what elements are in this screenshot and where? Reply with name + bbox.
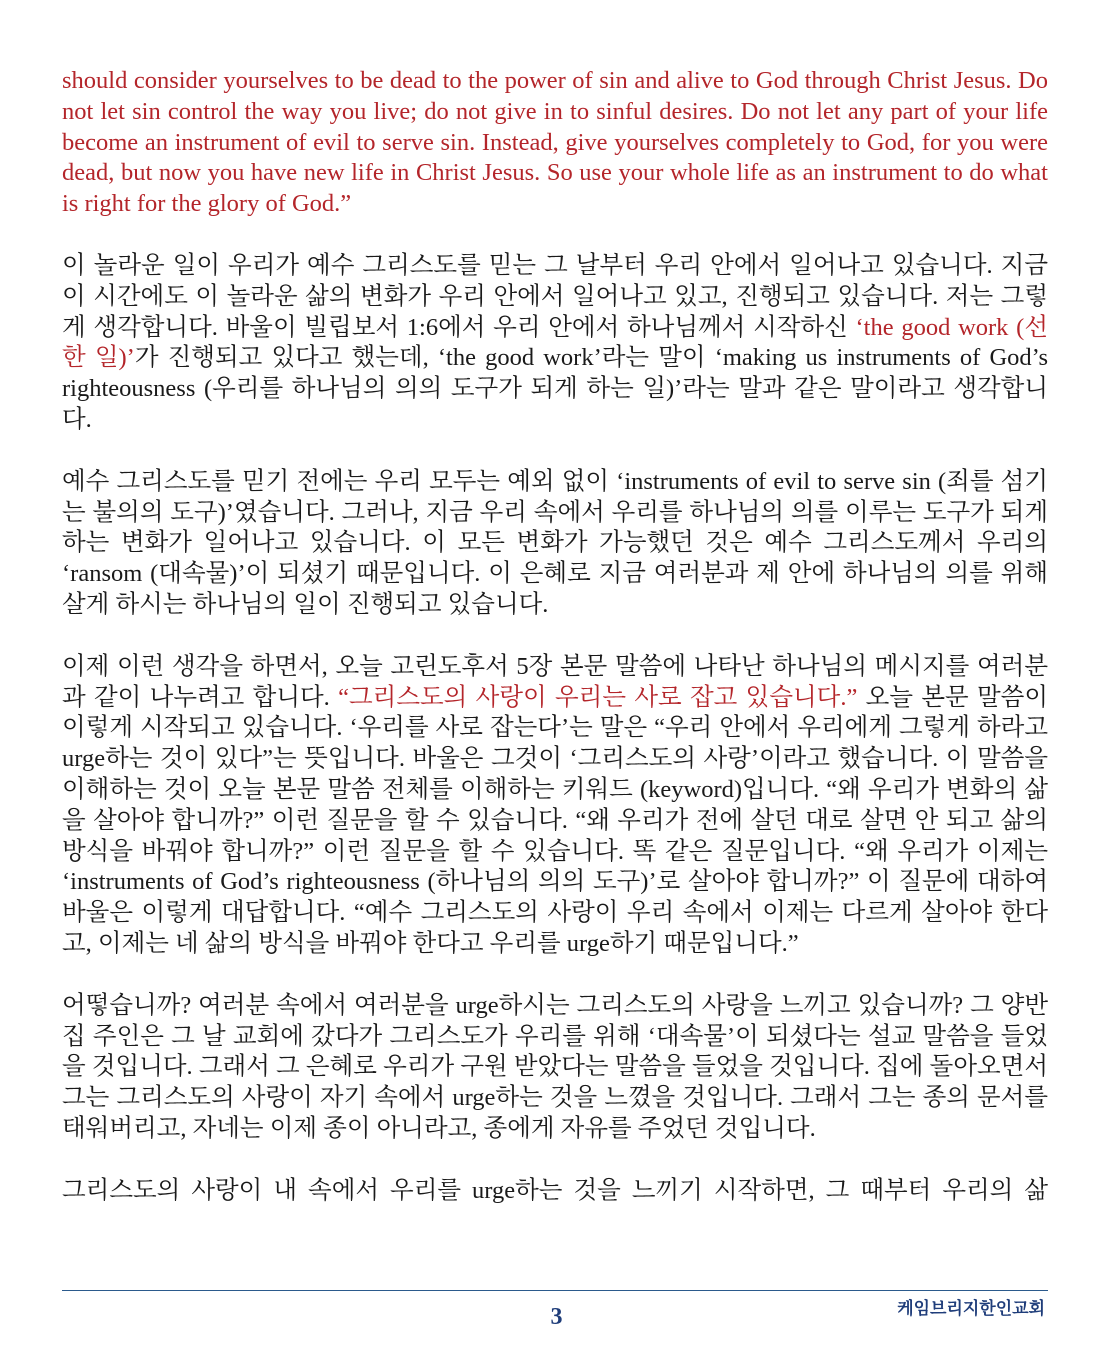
highlighted-phrase: “그리스도의 사랑이 우리는 사로 잡고 있습니다.”	[338, 683, 858, 711]
text-run: 어떻습니까? 여러분 속에서 여러분을 urge하시는 그리스도의 사랑을 느끼고 있습니까? 그 양반 집 주인은 그 날 교회에 갔다가 그리스도가 우리를 위해 ‘대속물’이 되셨다는 설교 말씀을 들었을 것입니다. 그래서 그 은혜로 우리가 구원 받았다는 말씀을 들었을 것입니다. 집에 돌아오면서 그는 그리스도의 사랑이 자기 속에서 urge하는 것을 느꼈을 것입니다. 그래서 그는 종의 문서를 태워버리고, 자네는 이제 종이 아니라고, 종에게 자유를 주었던 것입니다.	[62, 991, 1048, 1142]
paragraph	[62, 1176, 1048, 1207]
text-run: 오늘 본문 말씀이 이렇게 시작되고 있습니다. ‘우리를 사로 잡는다’는 말은 “우리 안에서 우리에게 그렇게 하라고 urge하는 것이 있다”는 뜻입니다. 바울은 그것이 ‘그리스도의 사랑’이라고 했습니다. 이 말씀을 이해하는 것이 오늘 본문 말씀 전체를 이해하는 키워드 (keyword)입니다. “왜 우리가 변화의 삶을 살아야 합니까?” 이런 질문을 할 수 있습니다. “왜 우리가 전에 살던 대로 살면 안 되고 삶의 방식을 바꿔야 합니까?” 이런 질문을 할 수 있습니다. 똑 같은 질문입니다. “왜 우리가 이제는 ‘instruments of God’s righteousness (하나님의 의의 도구)’로 살아야 합니까?” 이 질문에 대하여 바울은 이렇게 대답합니다. “예수 그리스도의 사랑이 우리 속에서 이제는 다르게 살아야 한다고, 이제는 네 삶의 방식을 바꿔야 한다고 우리를 urge하기 때문입니다.”	[62, 683, 1049, 957]
paragraph	[62, 652, 1048, 960]
text-run: 그리스도의 사랑이 내 속에서 우리를 urge하는 것을 느끼기 시작하면, 그 때부터 우리의 삶	[62, 1176, 1048, 1204]
text-run: 이제 이런 생각을 하면서, 오늘 고린도후서 5장 본문 말씀에 나타난 하나님의 메시지를 여러분과 같이 나누려고 합니다.	[62, 652, 1048, 711]
church-name: 케임브리지한인교회	[897, 1299, 1045, 1319]
paragraph	[62, 251, 1048, 436]
paragraph	[62, 467, 1048, 621]
text-run: 예수 그리스도를 믿기 전에는 우리 모두는 예외 없이 ‘instruments of evil to serve sin (죄를 섬기는 불의의 도구)’였습니다. 그러나, 지금 우리 속에서 우리를 하나님의 의를 이루는 도구가 되게 하는 변화가 일어나고 있습니다. 이 모든 변화가 가능했던 것은 예수 그리스도께서 우리의 ‘ransom (대속물)’이 되셨기 때문입니다. 이 은혜로 지금 여러분과 제 안에 하나님의 의를 위해 살게 하시는 하나님의 일이 진행되고 있습니다.	[62, 467, 1048, 618]
scripture-quote: should consider yourselves to be dead to the power of sin and alive to God through Christ Jesus. Do not let sin control the way you live; do not give in to sinful desires. Do not let any part of your life become an instrument of evil to serve sin. Instead, give yourselves completely to God, for you were dead, but now you have new life in Christ Jesus. So use your whole life as an instrument to do what is right for the glory of God.”	[62, 67, 1048, 218]
footer-divider	[62, 1290, 1048, 1291]
page-number: 3	[550, 1304, 563, 1330]
sermon-body	[62, 66, 1048, 1238]
paragraph	[62, 991, 1048, 1145]
highlighted-phrase: ‘the good work (선한 일)’	[62, 313, 1048, 372]
paragraph	[62, 66, 1048, 220]
text-run: 가 진행되고 있다고 했는데, ‘the good work’라는 말이 ‘making us instruments of God’s righteousness (우리를 하나님의 의의 도구가 되게 하는 일)’라는 말과 같은 말이라고 생각합니다.	[62, 344, 1049, 433]
text-run: 이 놀라운 일이 우리가 예수 그리스도를 믿는 그 날부터 우리 안에서 일어나고 있습니다. 지금 이 시간에도 이 놀라운 삶의 변화가 우리 안에서 일어나고 있고, 진행되고 있습니다. 저는 그렇게 생각합니다. 바울이 빌립보서 1:6에서 우리 안에서 하나님께서 시작하신	[62, 251, 1048, 341]
